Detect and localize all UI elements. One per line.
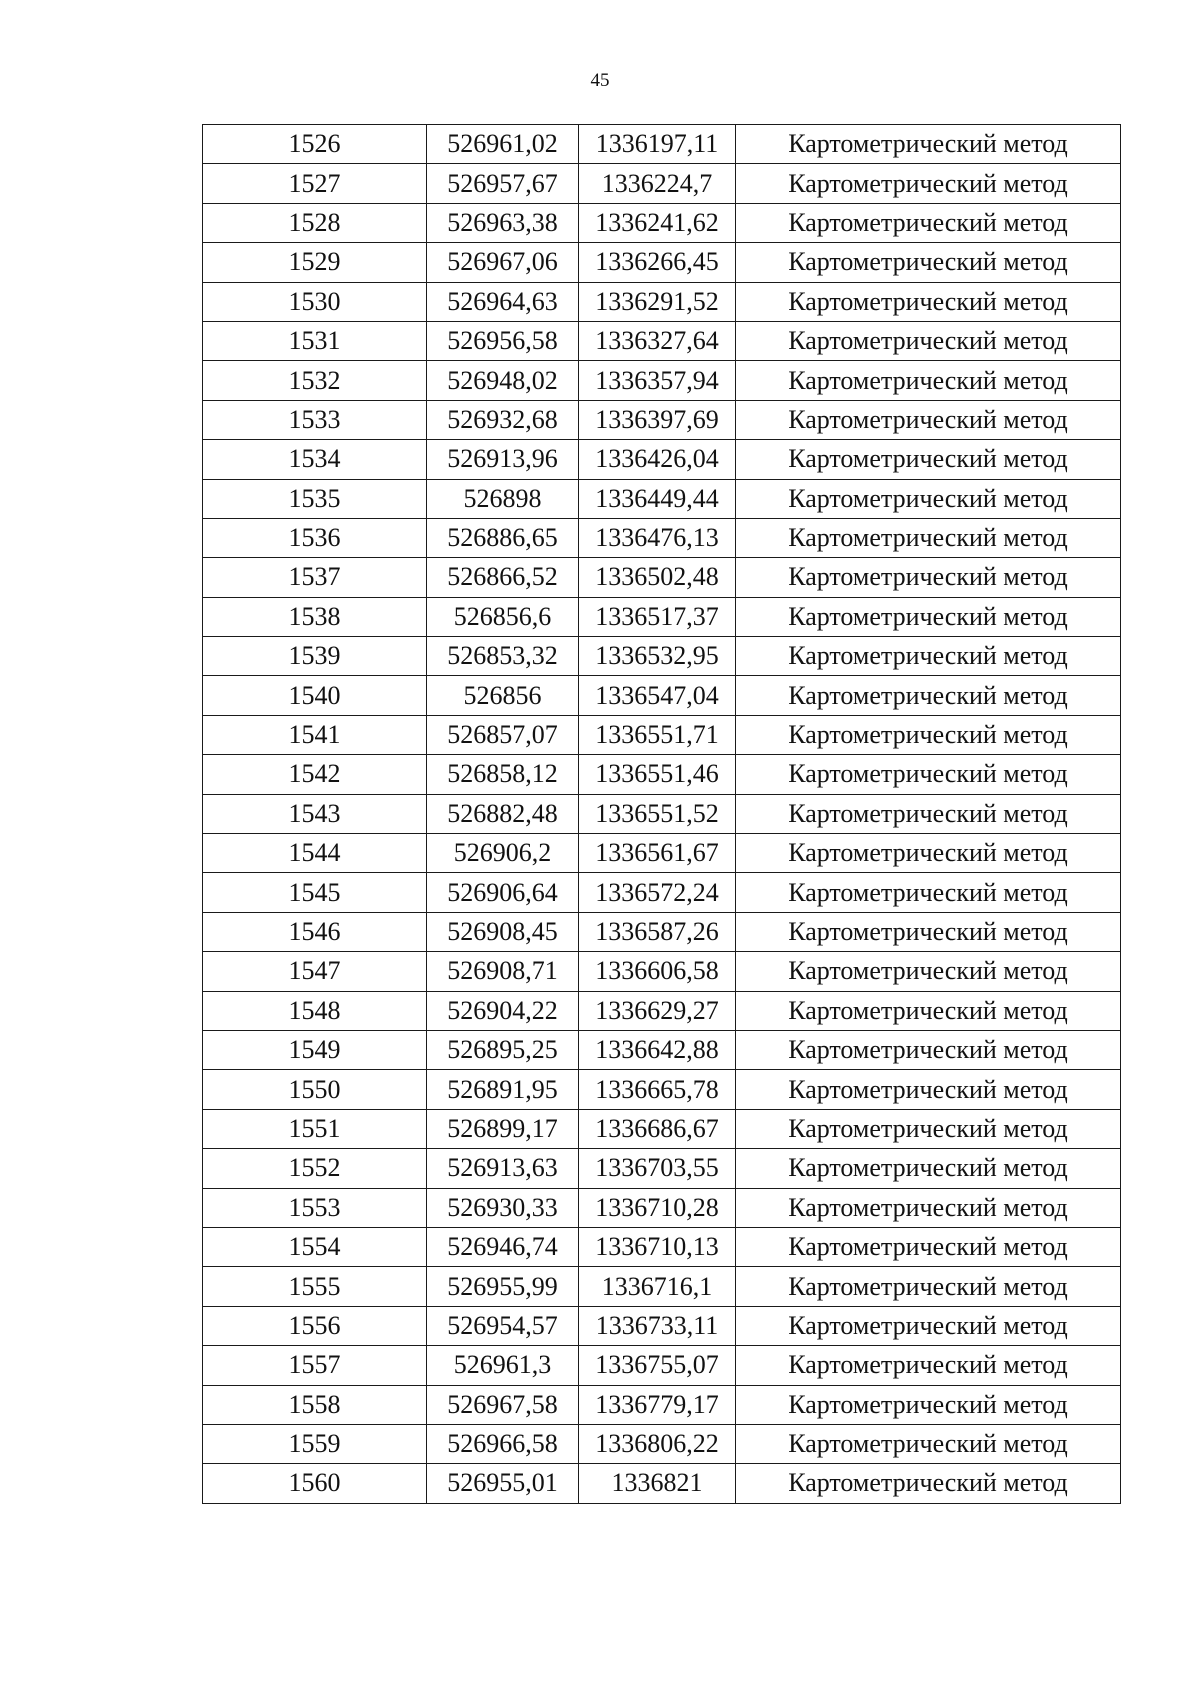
x-coordinate-cell: 526913,96	[427, 440, 579, 479]
point-number-cell: 1547	[203, 952, 427, 991]
table-row	[203, 1109, 1121, 1148]
point-number-cell: 1557	[203, 1346, 427, 1385]
x-coordinate-cell: 526857,07	[427, 715, 579, 754]
method-cell: Картометрический метод	[736, 637, 1121, 676]
point-number-cell: 1542	[203, 755, 427, 794]
x-coordinate-cell: 526856	[427, 676, 579, 715]
table-row	[203, 361, 1121, 400]
x-coordinate-cell: 526967,06	[427, 243, 579, 282]
x-coordinate-cell: 526932,68	[427, 400, 579, 439]
y-coordinate-cell: 1336551,71	[579, 715, 736, 754]
method-cell: Картометрический метод	[736, 952, 1121, 991]
y-coordinate-cell: 1336532,95	[579, 637, 736, 676]
y-coordinate-cell: 1336642,88	[579, 1030, 736, 1069]
table-row	[203, 558, 1121, 597]
y-coordinate-cell: 1336502,48	[579, 558, 736, 597]
point-number-cell: 1535	[203, 479, 427, 518]
x-coordinate-cell: 526967,58	[427, 1385, 579, 1424]
x-coordinate-cell: 526966,58	[427, 1424, 579, 1463]
y-coordinate-cell: 1336327,64	[579, 321, 736, 360]
point-number-cell: 1554	[203, 1227, 427, 1266]
x-coordinate-cell: 526948,02	[427, 361, 579, 400]
table-row	[203, 1227, 1121, 1266]
method-cell: Картометрический метод	[736, 991, 1121, 1030]
table-row	[203, 1424, 1121, 1463]
y-coordinate-cell: 1336357,94	[579, 361, 736, 400]
y-coordinate-cell: 1336476,13	[579, 518, 736, 557]
table-row	[203, 400, 1121, 439]
point-number-cell: 1530	[203, 282, 427, 321]
y-coordinate-cell: 1336266,45	[579, 243, 736, 282]
page-number: 45	[590, 70, 610, 91]
point-number-cell: 1536	[203, 518, 427, 557]
point-number-cell: 1532	[203, 361, 427, 400]
x-coordinate-cell: 526898	[427, 479, 579, 518]
x-coordinate-cell: 526957,67	[427, 164, 579, 203]
point-number-cell: 1534	[203, 440, 427, 479]
y-coordinate-cell: 1336197,11	[579, 125, 736, 164]
y-coordinate-cell: 1336449,44	[579, 479, 736, 518]
method-cell: Картометрический метод	[736, 1306, 1121, 1345]
table-row	[203, 834, 1121, 873]
y-coordinate-cell: 1336806,22	[579, 1424, 736, 1463]
y-coordinate-cell: 1336686,67	[579, 1109, 736, 1148]
point-number-cell: 1539	[203, 637, 427, 676]
y-coordinate-cell: 1336821	[579, 1464, 736, 1503]
x-coordinate-cell: 526954,57	[427, 1306, 579, 1345]
point-number-cell: 1553	[203, 1188, 427, 1227]
x-coordinate-cell: 526955,99	[427, 1267, 579, 1306]
y-coordinate-cell: 1336716,1	[579, 1267, 736, 1306]
x-coordinate-cell: 526956,58	[427, 321, 579, 360]
table-row	[203, 952, 1121, 991]
point-number-cell: 1552	[203, 1149, 427, 1188]
method-cell: Картометрический метод	[736, 1464, 1121, 1503]
table-row	[203, 440, 1121, 479]
coordinates-table	[202, 124, 1121, 1504]
y-coordinate-cell: 1336561,67	[579, 834, 736, 873]
table-row	[203, 1385, 1121, 1424]
y-coordinate-cell: 1336703,55	[579, 1149, 736, 1188]
x-coordinate-cell: 526930,33	[427, 1188, 579, 1227]
table-row	[203, 1464, 1121, 1503]
table-row	[203, 597, 1121, 636]
x-coordinate-cell: 526906,64	[427, 873, 579, 912]
point-number-cell: 1556	[203, 1306, 427, 1345]
method-cell: Картометрический метод	[736, 203, 1121, 242]
method-cell: Картометрический метод	[736, 440, 1121, 479]
method-cell: Картометрический метод	[736, 755, 1121, 794]
method-cell: Картометрический метод	[736, 1267, 1121, 1306]
x-coordinate-cell: 526904,22	[427, 991, 579, 1030]
method-cell: Картометрический метод	[736, 1149, 1121, 1188]
table-row	[203, 203, 1121, 242]
table-row	[203, 912, 1121, 951]
method-cell: Картометрический метод	[736, 1424, 1121, 1463]
table-row	[203, 479, 1121, 518]
table-row	[203, 991, 1121, 1030]
table-row	[203, 1188, 1121, 1227]
table-row	[203, 125, 1121, 164]
method-cell: Картометрический метод	[736, 1030, 1121, 1069]
point-number-cell: 1555	[203, 1267, 427, 1306]
y-coordinate-cell: 1336665,78	[579, 1070, 736, 1109]
table-row	[203, 164, 1121, 203]
x-coordinate-cell: 526899,17	[427, 1109, 579, 1148]
x-coordinate-cell: 526964,63	[427, 282, 579, 321]
table-row	[203, 715, 1121, 754]
x-coordinate-cell: 526908,45	[427, 912, 579, 951]
y-coordinate-cell: 1336241,62	[579, 203, 736, 242]
point-number-cell: 1548	[203, 991, 427, 1030]
y-coordinate-cell: 1336733,11	[579, 1306, 736, 1345]
method-cell: Картометрический метод	[736, 873, 1121, 912]
table-row	[203, 1149, 1121, 1188]
x-coordinate-cell: 526955,01	[427, 1464, 579, 1503]
x-coordinate-cell: 526856,6	[427, 597, 579, 636]
point-number-cell: 1533	[203, 400, 427, 439]
table-row	[203, 676, 1121, 715]
x-coordinate-cell: 526853,32	[427, 637, 579, 676]
point-number-cell: 1529	[203, 243, 427, 282]
y-coordinate-cell: 1336779,17	[579, 1385, 736, 1424]
x-coordinate-cell: 526961,02	[427, 125, 579, 164]
x-coordinate-cell: 526946,74	[427, 1227, 579, 1266]
method-cell: Картометрический метод	[736, 361, 1121, 400]
x-coordinate-cell: 526913,63	[427, 1149, 579, 1188]
method-cell: Картометрический метод	[736, 676, 1121, 715]
method-cell: Картометрический метод	[736, 282, 1121, 321]
method-cell: Картометрический метод	[736, 400, 1121, 439]
method-cell: Картометрический метод	[736, 597, 1121, 636]
method-cell: Картометрический метод	[736, 912, 1121, 951]
point-number-cell: 1537	[203, 558, 427, 597]
point-number-cell: 1559	[203, 1424, 427, 1463]
y-coordinate-cell: 1336755,07	[579, 1346, 736, 1385]
y-coordinate-cell: 1336551,46	[579, 755, 736, 794]
x-coordinate-cell: 526866,52	[427, 558, 579, 597]
method-cell: Картометрический метод	[736, 1346, 1121, 1385]
point-number-cell: 1528	[203, 203, 427, 242]
method-cell: Картометрический метод	[736, 1070, 1121, 1109]
method-cell: Картометрический метод	[736, 479, 1121, 518]
point-number-cell: 1526	[203, 125, 427, 164]
y-coordinate-cell: 1336291,52	[579, 282, 736, 321]
x-coordinate-cell: 526886,65	[427, 518, 579, 557]
x-coordinate-cell: 526963,38	[427, 203, 579, 242]
method-cell: Картометрический метод	[736, 243, 1121, 282]
point-number-cell: 1558	[203, 1385, 427, 1424]
table-row	[203, 1070, 1121, 1109]
table-row	[203, 1346, 1121, 1385]
method-cell: Картометрический метод	[736, 321, 1121, 360]
table-row	[203, 637, 1121, 676]
x-coordinate-cell: 526908,71	[427, 952, 579, 991]
x-coordinate-cell: 526906,2	[427, 834, 579, 873]
y-coordinate-cell: 1336606,58	[579, 952, 736, 991]
method-cell: Картометрический метод	[736, 518, 1121, 557]
x-coordinate-cell: 526858,12	[427, 755, 579, 794]
point-number-cell: 1550	[203, 1070, 427, 1109]
y-coordinate-cell: 1336710,13	[579, 1227, 736, 1266]
table-row	[203, 1267, 1121, 1306]
point-number-cell: 1546	[203, 912, 427, 951]
method-cell: Картометрический метод	[736, 125, 1121, 164]
table-row	[203, 1030, 1121, 1069]
method-cell: Картометрический метод	[736, 558, 1121, 597]
point-number-cell: 1543	[203, 794, 427, 833]
y-coordinate-cell: 1336587,26	[579, 912, 736, 951]
point-number-cell: 1541	[203, 715, 427, 754]
method-cell: Картометрический метод	[736, 715, 1121, 754]
table-row	[203, 518, 1121, 557]
point-number-cell: 1538	[203, 597, 427, 636]
x-coordinate-cell: 526961,3	[427, 1346, 579, 1385]
point-number-cell: 1549	[203, 1030, 427, 1069]
y-coordinate-cell: 1336517,37	[579, 597, 736, 636]
coordinates-table-body	[203, 125, 1121, 1504]
method-cell: Картометрический метод	[736, 164, 1121, 203]
y-coordinate-cell: 1336397,69	[579, 400, 736, 439]
y-coordinate-cell: 1336551,52	[579, 794, 736, 833]
x-coordinate-cell: 526891,95	[427, 1070, 579, 1109]
point-number-cell: 1551	[203, 1109, 427, 1148]
method-cell: Картометрический метод	[736, 1385, 1121, 1424]
x-coordinate-cell: 526882,48	[427, 794, 579, 833]
method-cell: Картометрический метод	[736, 1109, 1121, 1148]
y-coordinate-cell: 1336426,04	[579, 440, 736, 479]
point-number-cell: 1560	[203, 1464, 427, 1503]
method-cell: Картометрический метод	[736, 794, 1121, 833]
y-coordinate-cell: 1336629,27	[579, 991, 736, 1030]
table-row	[203, 1306, 1121, 1345]
table-row	[203, 243, 1121, 282]
x-coordinate-cell: 526895,25	[427, 1030, 579, 1069]
table-row	[203, 321, 1121, 360]
method-cell: Картометрический метод	[736, 1188, 1121, 1227]
y-coordinate-cell: 1336710,28	[579, 1188, 736, 1227]
method-cell: Картометрический метод	[736, 1227, 1121, 1266]
table-row	[203, 282, 1121, 321]
point-number-cell: 1527	[203, 164, 427, 203]
y-coordinate-cell: 1336547,04	[579, 676, 736, 715]
point-number-cell: 1545	[203, 873, 427, 912]
table-row	[203, 755, 1121, 794]
point-number-cell: 1544	[203, 834, 427, 873]
point-number-cell: 1531	[203, 321, 427, 360]
table-row	[203, 794, 1121, 833]
y-coordinate-cell: 1336224,7	[579, 164, 736, 203]
y-coordinate-cell: 1336572,24	[579, 873, 736, 912]
method-cell: Картометрический метод	[736, 834, 1121, 873]
point-number-cell: 1540	[203, 676, 427, 715]
table-row	[203, 873, 1121, 912]
